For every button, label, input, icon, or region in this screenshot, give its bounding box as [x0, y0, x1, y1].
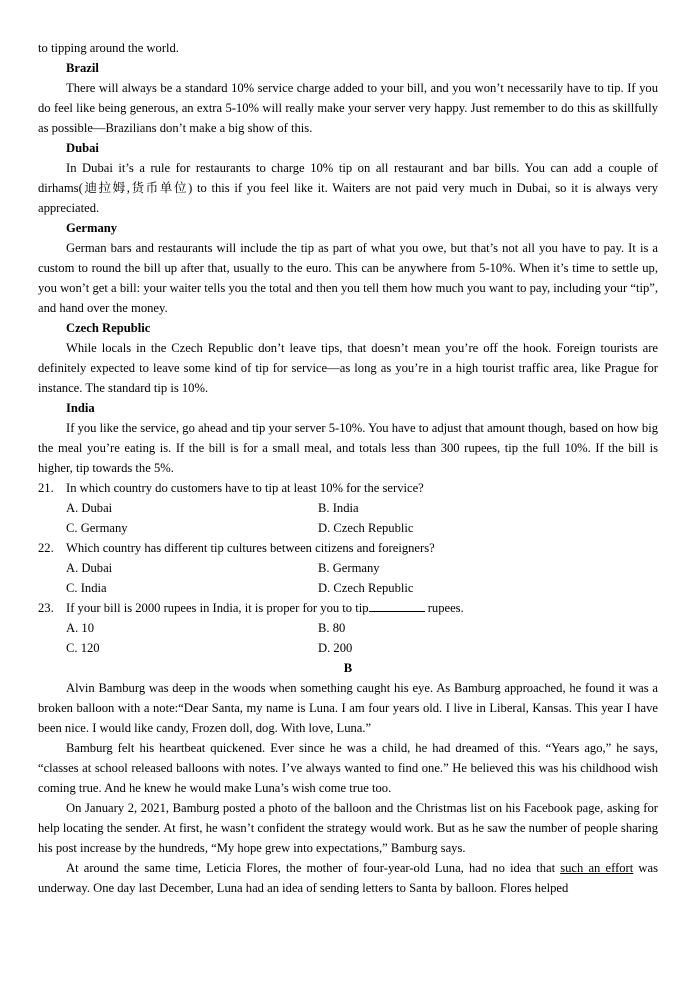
country-section-brazil — [38, 58, 658, 138]
section-b-label: B — [343, 661, 353, 675]
country-paragraph: In Dubai it’s a rule for restaurants to charge 10% tip on all restaurant and bar bills. You can add a couple of dirhams(迪拉姆,货币单位) to this if you feel like it. Waiters are not paid very much in Dubai, so it is always very appreciated. — [38, 161, 658, 215]
passage-text: At around the same time, Leticia Flores, the mother of four-year-old Luna, had no idea that — [66, 861, 561, 875]
country-paragraph: While locals in the Czech Republic don’t leave tips, that doesn’t mean you’re off the hook. Foreign tourists are definitely expected to leave some kind of tip for service—as long as you’re in a high tourist traffic area, like Prague for instance. The standard tip is 10%. — [38, 341, 658, 395]
option-d: D. 200 — [318, 641, 353, 655]
option-a: A. Dubai — [66, 561, 113, 575]
country-section-czech-republic — [38, 318, 658, 398]
option-b: B. 80 — [318, 621, 346, 635]
option-b: B. Germany — [318, 561, 380, 575]
option-c: C. India — [66, 581, 107, 595]
country-heading: Dubai — [66, 141, 99, 155]
passage-paragraph: Alvin Bamburg was deep in the woods when something caught his eye. As Bamburg approached, he found it was a broken balloon with a note:“Dear Santa, my name is Luna. I am four years old. I live in Liberal, Kansas. This year I have been nice. I would like candy, Frozen doll, dog. With love, Luna.” — [38, 681, 658, 735]
passage-paragraph: On January 2, 2021, Bamburg posted a photo of the balloon and the Christmas list on his Facebook page, asking for help locating the sender. At first, he wasn’t confident the strategy would work. But as he saw the number of people sharing his post increase by the hundreds, “My hope grew into expectations,” Bamburg says. — [38, 801, 658, 855]
question-options — [38, 498, 658, 538]
passage-paragraph: Bamburg felt his heartbeat quickened. Ever since he was a child, he had dreamed of this. “Years ago,” he says, “classes at school released balloons with notes. I’ve always wanted to find one.” He believed this was his childhood wish coming true. And he knew he would make Luna’s wish come true too. — [38, 741, 658, 795]
option-a: A. Dubai — [66, 501, 113, 515]
question-21 — [38, 478, 658, 538]
question-options — [38, 558, 658, 598]
option-d: D. Czech Republic — [318, 521, 414, 535]
question-text: Which country has different tip cultures between citizens and foreigners? — [66, 541, 435, 555]
country-section-dubai — [38, 138, 658, 218]
question-number: 22. — [38, 541, 54, 555]
country-section-india — [38, 398, 658, 478]
option-a: A. 10 — [66, 621, 94, 635]
country-paragraph: German bars and restaurants will include the tip as part of what you owe, but that’s not all you have to pay. It is a custom to round the bill up after that, usually to the euro. This can be anywhere from 5-10%. When it’s time to settle up, you won’t get a bill: your waiter tells you the total and then you tell them how much you want to pay, including your “tip”, and hand over the money. — [38, 241, 658, 315]
country-paragraph: If you like the service, go ahead and tip your server 5-10%. You have to adjust that amount though, based on how big the meal you’re eating is. If the bill is for a small meal, and totals less than 300 rupees, tip the full 10%. If the bill is higher, tip towards the 5%. — [38, 421, 658, 475]
country-heading: India — [66, 401, 95, 415]
country-heading: Germany — [66, 221, 118, 235]
option-b: B. India — [318, 501, 359, 515]
question-number: 23. — [38, 601, 54, 615]
intro-tail-text: to tipping around the world. — [38, 41, 179, 55]
question-text: If your bill is 2000 rupees in India, it is proper for you to tip — [66, 601, 369, 615]
section-b-passage — [38, 678, 658, 898]
country-heading: Czech Republic — [66, 321, 151, 335]
underlined-phrase: such an effort — [560, 861, 634, 875]
country-paragraph: There will always be a standard 10% service charge added to your bill, and you won’t necessarily have to tip. If you do feel like being generous, an extra 5-10% will really make your server very happy. Just remember to do this as skillfully as possible—Brazilians don’t make a big show of this. — [38, 81, 658, 135]
passage-paragraph-last — [38, 858, 658, 898]
intro-tail-paragraph — [38, 38, 658, 58]
document-page — [38, 38, 658, 898]
passage-text: was underway. One day last December, Luna had an idea of sending letters to Santa by balloon. Flores helped — [38, 861, 658, 895]
question-options — [38, 618, 658, 658]
question-text: In which country do customers have to tip at least 10% for the service? — [66, 481, 424, 495]
answer-blank — [369, 598, 425, 612]
country-heading: Brazil — [66, 61, 99, 75]
option-d: D. Czech Republic — [318, 581, 414, 595]
country-section-germany — [38, 218, 658, 318]
option-c: C. 120 — [66, 641, 100, 655]
question-text-after: rupees. — [424, 601, 464, 615]
question-number: 21. — [38, 481, 54, 495]
question-23 — [38, 598, 658, 658]
question-22 — [38, 538, 658, 598]
option-c: C. Germany — [66, 521, 128, 535]
